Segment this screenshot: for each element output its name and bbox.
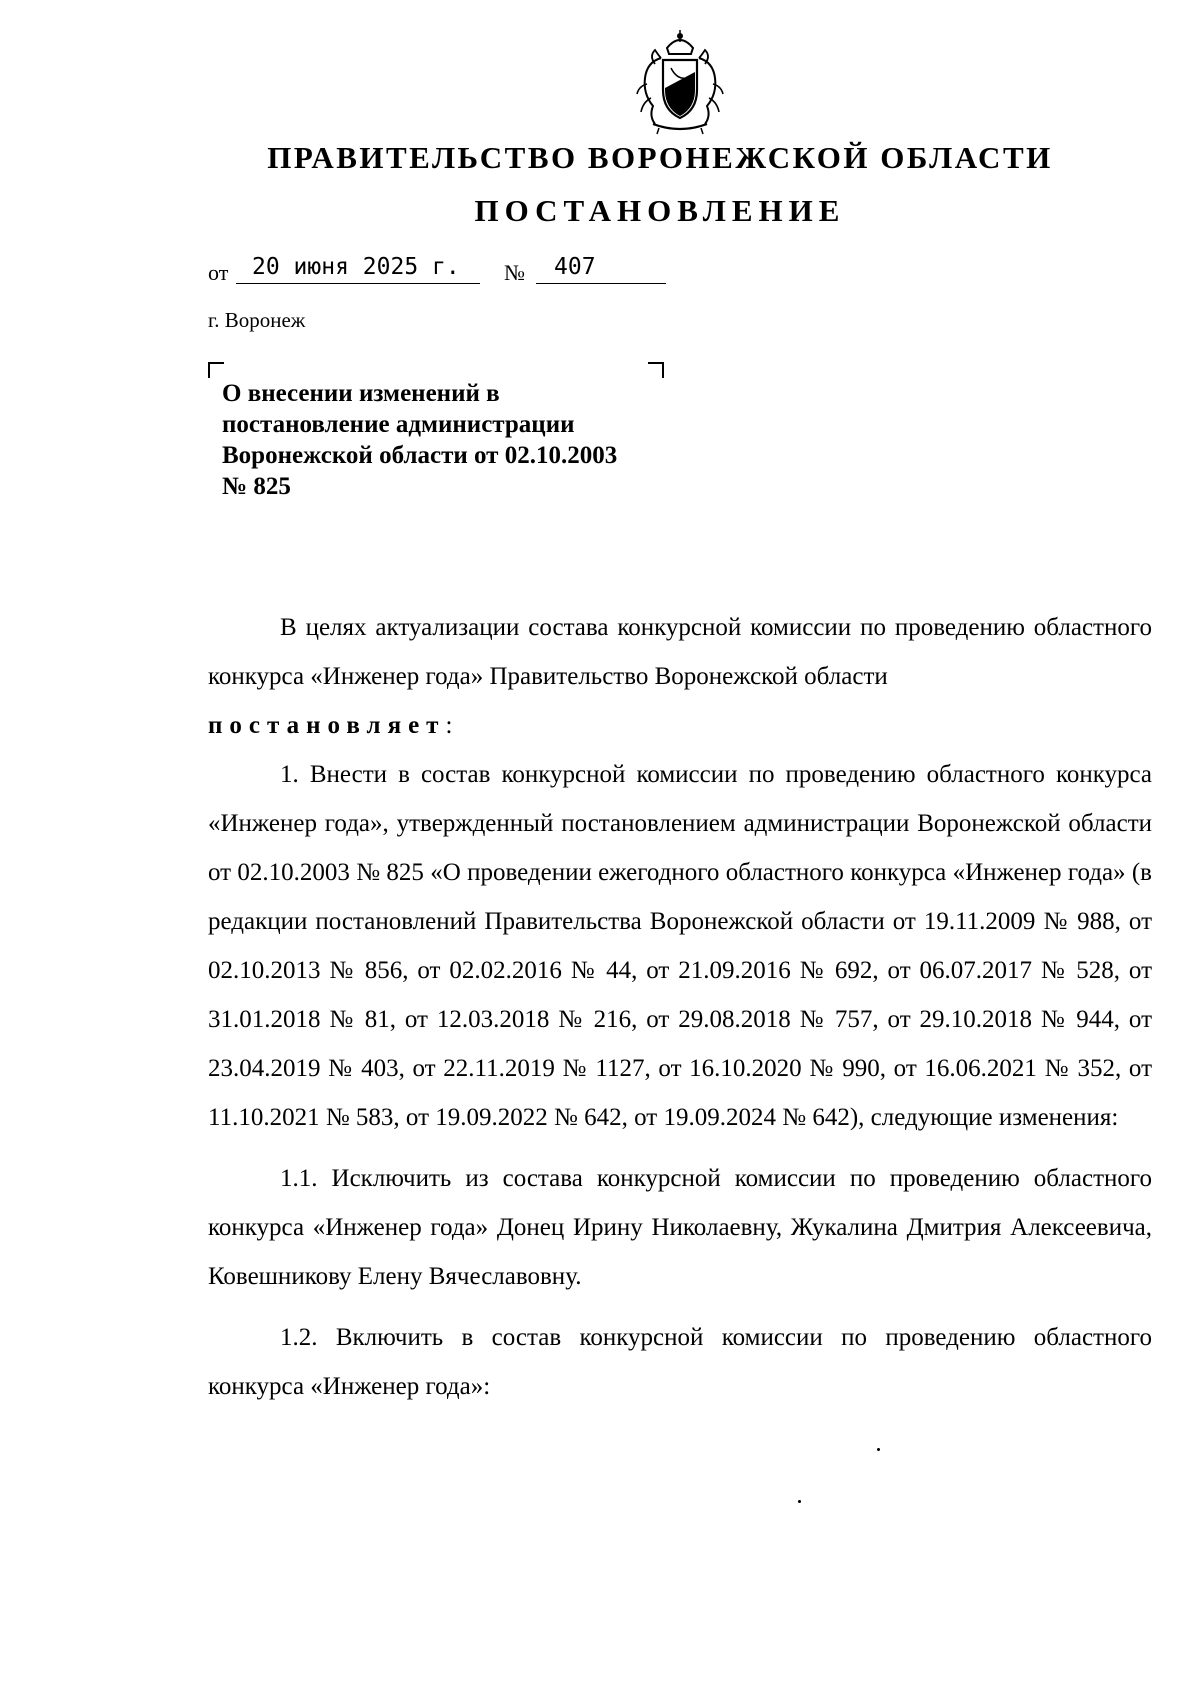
resolves-paragraph [208,701,1152,750]
item-1-1-paragraph: 1.1. Исключить из состава конкурсной комиссии по проведению областного конкурса «Инженер года» Донец Ирину Николаевну, Жукалина Дмитрия Алексеевича, Ковешникову Елену Вячеславовну. [208,1165,1152,1290]
document-subject [222,378,682,502]
number-value: 407 [554,254,596,280]
city-name: г. Воронеж [208,308,306,332]
item-1-paragraph: 1. Внести в состав конкурсной комиссии по проведению областного конкурса «Инженер года», утвержденный постановлением администрации Воронежской области от 02.10.2003 № 825 «О проведении ежегодного областного конкурса «Инженер года» (в редакции постановлений Правительства Воронежской области от 19.11.2009 № 988, от 02.10.2013 № 856, от 02.02.2016 № 44, от 21.09.2016 № 692, от 06.07.2017 № 528, от 31.01.2018 № 81, от 12.03.2018 № 216, от 29.08.2018 № 757, от 29.10.2018 № 944, от 23.04.2019 № 403, от 22.11.2019 № 1127, от 16.10.2020 № 990, от 16.06.2021 № 352, от 11.10.2021 № 583, от 19.09.2022 № 642, от 19.09.2024 № 642), следующие изменения: [208,761,1152,1131]
subject-corner-right [648,362,664,378]
date-label: от [208,260,229,285]
preamble-paragraph: В целях актуализации состава конкурсной комиссии по проведению областного конкурса «Инженер года» Правительство Воронежской области [208,614,1152,690]
document-body [208,603,1152,1411]
subject-line: постановление администрации [222,411,575,438]
resolves-colon: : [445,712,453,739]
subject-line: Воронежской области от 02.10.2003 [222,442,618,469]
coat-of-arms-emblem [625,28,735,138]
number-label: № [504,260,525,285]
scan-speck [798,1500,801,1503]
date-value: 20 июня 2025 г. [252,254,460,280]
number-underline [536,282,666,284]
document-type-title: ПОСТАНОВЛЕНИЕ [474,193,846,228]
subject-corner-left [208,362,224,378]
date-underline [236,282,480,284]
government-title: ПРАВИТЕЛЬСТВО ВОРОНЕЖСКОЙ ОБЛАСТИ [267,140,1053,175]
item-1-2-paragraph: 1.2. Включить в состав конкурсной комиссии по проведению областного конкурса «Инженер года»: [208,1324,1152,1400]
date-number-line [208,248,688,288]
scan-speck [877,1448,880,1451]
subject-line: О внесении изменений в [222,380,500,407]
resolves-word: постановляет [208,712,446,739]
subject-line: № 825 [222,473,291,500]
